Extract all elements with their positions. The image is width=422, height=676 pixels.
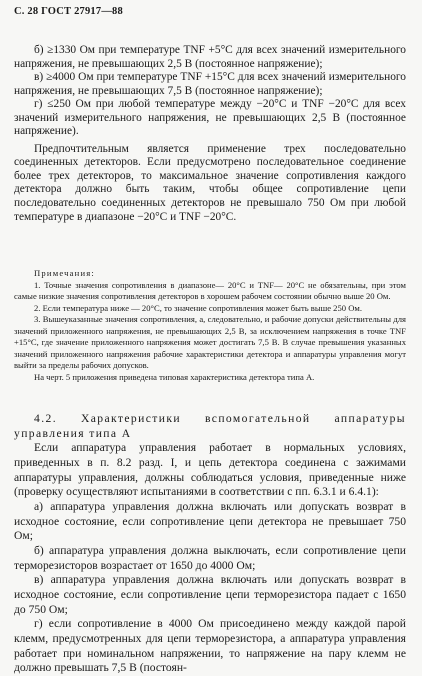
note-3: 3. Вышеуказанные значения сопротивления, а, следовательно, и рабочие допуски действительны для значений приложенного напряжения, не превышающих 2,5 В, за исключением напряжения в точке TNF +15°С, где значение приложенного напряжения может достигать 7,5 В. В случае превышения указанных значений приложенного напряжения рабочие характеристики детектора и аппаратуры управления могут выйти за пределы рабочих допусков.	[14, 314, 406, 371]
condition-v: в) аппаратура управления должна включать или допускать возврат в исходное состояние, если сопротивление цепи терморезистора падает с 1650 до 750 Ом;	[14, 573, 406, 616]
note-1: 1. Точные значения сопротивления в диапазоне— 20°С и TNF— 20°С не обязательны, при этом самые низкие значения сопротивления детекторов в хорошем рабочем состоянии обычно выше 20 Ом.	[14, 279, 406, 302]
page-header: С. 28 ГОСТ 27917—88	[14, 6, 123, 17]
condition-a: а) аппаратура управления должна включать или допускать возврат в исходное состояние, если сопротивление цепи детектора не превышает 750 Ом;	[14, 499, 406, 543]
item-b: б) ≥1330 Ом при температуре TNF +5°С для всех значений измерительного напряжения, не превышающих 2,5 В (постоянное напряжение);	[14, 44, 406, 70]
section-title: 4.2. Характеристики вспомогательной аппаратуры управления типа А	[14, 412, 406, 440]
section-4-2	[14, 412, 406, 676]
item-g: г) ≤250 Ом при любой температуре между −20°С и TNF −20°С для всех значений измерительного напряжения, не превышающих 2,5 В (постоянное напряжение).	[14, 98, 406, 138]
note-2: 2. Если температура ниже — 20°С, то значение сопротивления может быть выше 250 Ом.	[34, 302, 363, 313]
main-text	[14, 44, 406, 224]
section-intro: Если аппаратура управления работает в нормальных условиях, приведенных в п. 8.2 разд. I, и цепь детектора соединена с зажимами аппаратуры управления, должны соблюдаться условия, приведенные ниже (проверку осуществляют испытаниями в соответствии с пп. 6.3.1 и 6.4.1):	[14, 441, 406, 499]
condition-g: г) если сопротивление в 4000 Ом присоединено между каждой парой клемм, предусмотренных для цепи терморезистора, а аппаратура управления работает при номинальном напряжении, то напряжение на пару клемм не должно превышать 7,5 В (постоян-	[14, 617, 406, 675]
chart-reference: На черт. 5 приложения приведена типовая характеристика детектора типа А.	[34, 371, 315, 382]
notes-heading: Примечания:	[34, 268, 96, 278]
condition-b: б) аппаратура управления должна выключать, если сопротивление цепи терморезисторов возрастает от 1650 до 4000 Ом;	[14, 543, 406, 572]
notes-block	[14, 268, 406, 383]
item-v: в) ≥4000 Ом при температуре TNF +15°С для всех значений измерительного напряжения, не превышающих 7,5 В (постоянное напряжение);	[14, 71, 406, 97]
para-preferred: Предпочтительным является применение трех последовательно соединенных детекторов. Если предусмотрено последовательное соединение более трех детекторов, то максимальное значение сопротивления каждого детектора должно быть таким, чтобы общее сопротивление цепи последовательно соединенных детекторов не превышало 750 Ом при любой температуре в диапазоне −20°С и TNF −20°С.	[14, 142, 406, 223]
